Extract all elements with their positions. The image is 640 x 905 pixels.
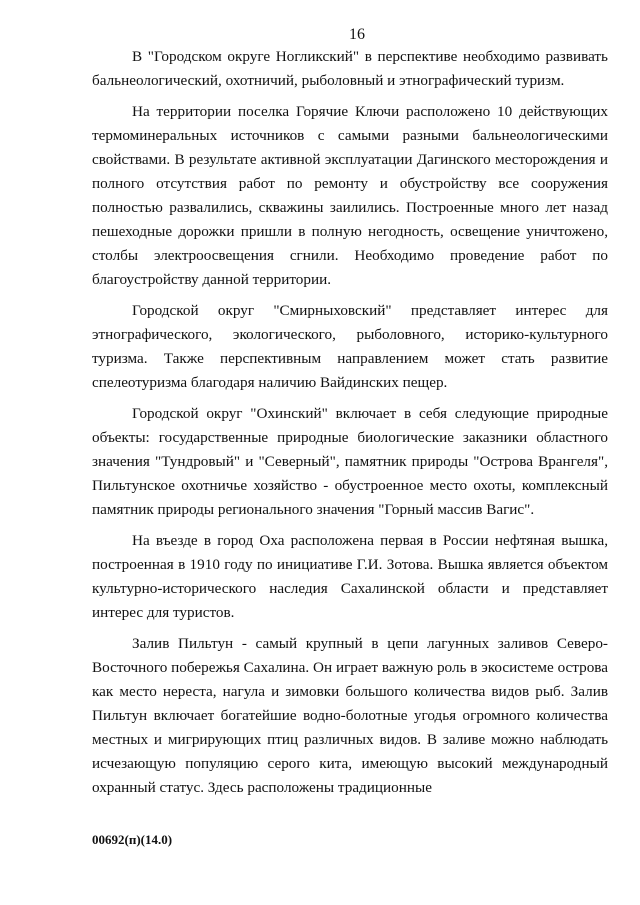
- document-code: 00692(п)(14.0): [92, 832, 173, 847]
- paragraph-nogliki: В "Городском округе Ногликский" в перспективе необходимо развивать бальнеологический, охотничий, рыболовный и этнографический туризм.: [92, 48, 608, 89]
- paragraph-okha-oil-rig: На въезде в город Оха расположена первая в России нефтяная вышка, построенная в 1910 году по инициативе Г.И. Зотова. Вышка является объектом культурно-исторического наследия Сахалинской области и представляет интерес для туристов.: [92, 532, 608, 621]
- paragraph-okhinsky: Городской округ "Охинский" включает в себя следующие природные объекты: государственные природные биологические заказники областного значения "Тундровый" и "Северный", памятник природы "Острова Врангеля", Пильтунское охотничье хозяйство - обустроенное место охоты, комплексный памятник природы регионального значения "Горный массив Вагис".: [92, 405, 608, 518]
- document-body: [92, 45, 608, 807]
- page-number: 16: [349, 26, 365, 43]
- paragraph-goryachie-klyuchi: На территории поселка Горячие Ключи расположено 10 действующих термоминеральных источников с самыми разными бальнеологическими свойствами. В результате активной эксплуатации Дагинского месторождения и полного отсутствия работ по ремонту и обустройству все сооружения полностью развалились, скважины заилились. Построенные много лет назад пешеходные дорожки пришли в полную негодность, освещение уничтожено, столбы электроосвещения сгнили. Необходимо проведение работ по благоустройству данной территории.: [92, 103, 608, 288]
- paragraph-smirnykhovsky: Городской округ "Смирныховский" представляет интерес для этнографического, экологического, рыболовного, историко-культурного туризма. Также перспективным направлением может стать развитие спелеотуризма благодаря наличию Вайдинских пещер.: [92, 302, 608, 391]
- paragraph-piltun-bay: Залив Пильтун - самый крупный в цепи лагунных заливов Северо-Восточного побережья Сахалина. Он играет важную роль в экосистеме острова как место нереста, нагула и зимовки большого количества видов рыб. Залив Пильтун включает богатейшие водно-болотные угодья огромного количества местных и мигрирующих птиц различных видов. В заливе можно наблюдать исчезающую популяцию серого кита, имеющую высокий международный охранный статус. Здесь расположены традиционные: [92, 635, 608, 796]
